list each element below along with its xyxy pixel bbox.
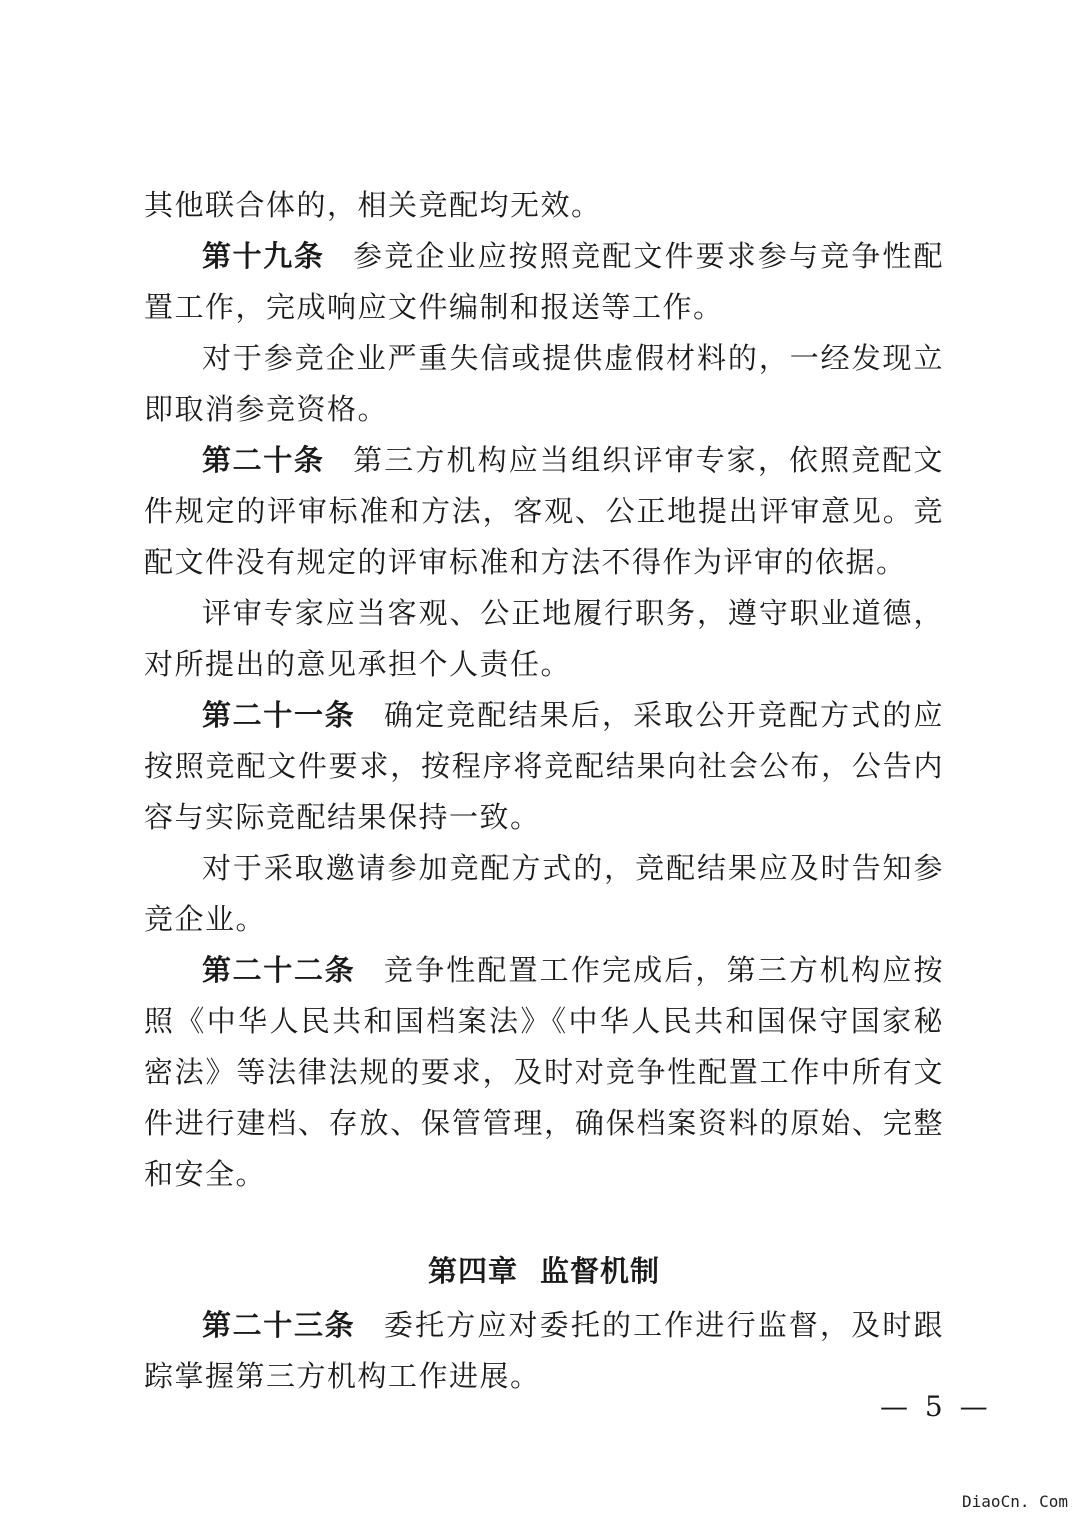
article-19 — [144, 231, 944, 333]
article-21-paragraph-2: 对于采取邀请参加竞配方式的，竞配结果应及时告知参竞企业。 — [144, 851, 944, 936]
article-19-text: 参竞企业应按照竞配文件要求参与竞争性配置工作，完成响应文件编制和报送等工作。 — [144, 239, 944, 324]
chapter-heading — [144, 1242, 944, 1300]
article-21-text: 确定竞配结果后，采取公开竞配方式的应按照竞配文件要求，按程序将竞配结果向社会公布，公告内容与实际竞配结果保持一致。 — [144, 698, 944, 834]
article-23 — [144, 1300, 944, 1402]
document-body — [144, 180, 944, 1402]
article-23-text: 委托方应对委托的工作进行监督，及时跟踪掌握第三方机构工作进展。 — [144, 1308, 944, 1393]
article-20-text: 第三方机构应当组织评审专家，依照竞配文件规定的评审标准和方法，客观、公正地提出评审意见。竞配文件没有规定的评审标准和方法不得作为评审的依据。 — [144, 443, 944, 579]
article-23-title: 第二十三条 — [202, 1308, 356, 1342]
chapter-number: 第四章 — [427, 1254, 518, 1288]
chapter-title: 监督机制 — [540, 1254, 661, 1288]
article-21 — [144, 690, 944, 843]
article-22-text: 竞争性配置工作完成后，第三方机构应按照《中华人民共和国档案法》《中华人民共和国保守国家秘密法》等法律法规的要求，及时对竞争性配置工作中所有文件进行建档、存放、保管管理，确保档案资料的原始、完整和安全。 — [144, 953, 944, 1191]
article-19-paragraph-2: 对于参竞企业严重失信或提供虚假材料的，一经发现立即取消参竞资格。 — [144, 341, 944, 426]
page-number: — 5 — — [880, 1390, 992, 1423]
paragraph-continuation: 其他联合体的，相关竞配均无效。 — [144, 188, 602, 222]
article-19-title: 第十九条 — [202, 239, 325, 273]
article-21-title: 第二十一条 — [202, 698, 356, 732]
article-22 — [144, 945, 944, 1200]
article-20 — [144, 435, 944, 588]
watermark: DiaoCn. Com — [962, 1492, 1068, 1511]
article-20-paragraph-2: 评审专家应当客观、公正地履行职务，遵守职业道德，对所提出的意见承担个人责任。 — [144, 596, 944, 681]
article-22-title: 第二十二条 — [202, 953, 356, 987]
article-20-title: 第二十条 — [202, 443, 325, 477]
